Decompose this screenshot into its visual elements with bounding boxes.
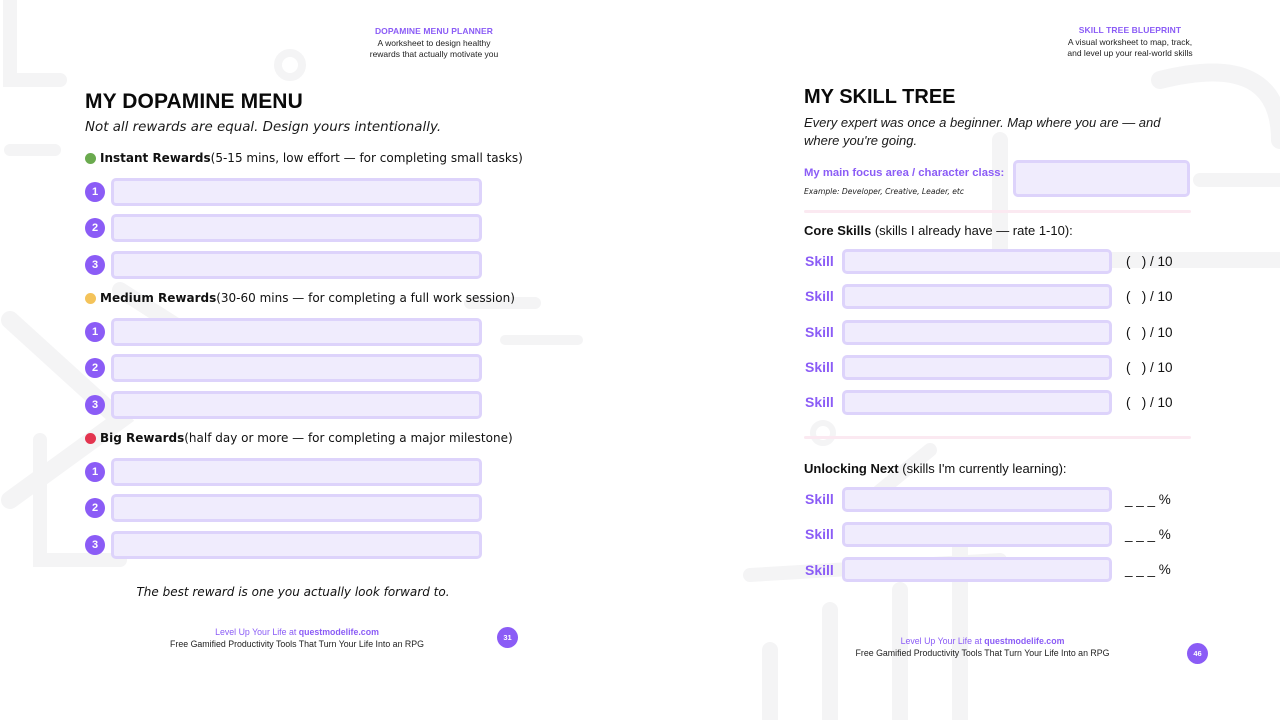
item-number-badge: 2	[85, 358, 105, 378]
yellow-dot-icon	[85, 293, 96, 304]
page-number-badge: 31	[497, 627, 518, 648]
core-skill-field-2[interactable]	[842, 284, 1112, 309]
closing-quote: The best reward is one you actually look forward to.	[136, 585, 450, 599]
skill-label: Skill	[805, 288, 834, 304]
page-title: MY DOPAMINE MENU	[85, 90, 303, 113]
medium-reward-field-2[interactable]	[111, 354, 482, 382]
footer-prefix: Level Up Your Life at	[215, 627, 299, 637]
page-footer	[140, 626, 454, 650]
instant-reward-field-3[interactable]	[111, 251, 482, 279]
section-instant-rewards	[85, 151, 523, 165]
page-header	[364, 26, 504, 61]
footer-link-line	[840, 635, 1125, 647]
item-number-badge: 3	[85, 395, 105, 415]
section-title: Medium Rewards	[100, 291, 217, 305]
skill-label: Skill	[805, 253, 834, 269]
item-number-badge: 1	[85, 462, 105, 482]
skill-progress: _ _ _ %	[1125, 562, 1171, 577]
instant-reward-field-1[interactable]	[111, 178, 482, 206]
section-detail: (5-15 mins, low effort — for completing small tasks)	[210, 151, 523, 165]
header-description: A worksheet to design healthy rewards that actually motivate you	[369, 38, 499, 60]
footer-link-line	[140, 626, 454, 638]
item-number-badge: 3	[85, 255, 105, 275]
page-number-badge: 46	[1187, 643, 1208, 664]
section-detail: (30-60 mins — for completing a full work session)	[216, 291, 515, 305]
skill-label: Skill	[805, 562, 834, 578]
skill-label: Skill	[805, 491, 834, 507]
skill-rating: ( ) / 10	[1126, 325, 1173, 340]
skill-rating: ( ) / 10	[1126, 254, 1173, 269]
footer-site-link[interactable]: questmodelife.com	[298, 627, 379, 637]
big-reward-field-1[interactable]	[111, 458, 482, 486]
green-dot-icon	[85, 153, 96, 164]
section-divider	[804, 436, 1191, 439]
medium-reward-field-1[interactable]	[111, 318, 482, 346]
medium-reward-field-3[interactable]	[111, 391, 482, 419]
item-number-badge: 1	[85, 182, 105, 202]
item-number-badge: 2	[85, 218, 105, 238]
header-description: A visual worksheet to map, track, and level up your real-world skills	[1067, 37, 1193, 59]
header-title: SKILL TREE BLUEPRINT	[1078, 25, 1182, 35]
page-title: MY SKILL TREE	[804, 86, 956, 108]
core-skill-field-1[interactable]	[842, 249, 1112, 274]
footer-tagline: Free Gamified Productivity Tools That Turn Your Life Into an RPG	[855, 648, 1110, 658]
footer-tagline: Free Gamified Productivity Tools That Turn Your Life Into an RPG	[170, 639, 424, 649]
section-big-rewards	[85, 431, 513, 445]
core-skills-heading	[804, 223, 1073, 238]
section-title: Instant Rewards	[100, 151, 211, 165]
section-detail: (skills I'm currently learning):	[898, 461, 1067, 476]
section-medium-rewards	[85, 291, 515, 305]
item-number-badge: 1	[85, 322, 105, 342]
big-reward-field-3[interactable]	[111, 531, 482, 559]
skill-label: Skill	[805, 394, 834, 410]
footer-site-link[interactable]: questmodelife.com	[984, 636, 1065, 646]
section-detail: (half day or more — for completing a major milestone)	[184, 431, 513, 445]
section-divider	[804, 210, 1191, 213]
page-footer	[840, 635, 1125, 659]
unlocking-next-heading	[804, 461, 1067, 476]
section-title: Unlocking Next	[804, 461, 899, 476]
red-dot-icon	[85, 433, 96, 444]
skill-rating: ( ) / 10	[1126, 360, 1173, 375]
core-skill-field-4[interactable]	[842, 355, 1112, 380]
focus-area-example: Example: Developer, Creative, Leader, etc	[804, 187, 965, 196]
page-subtitle: Not all rewards are equal. Design yours intentionally.	[85, 120, 442, 135]
section-detail: (skills I already have — rate 1-10):	[871, 223, 1073, 238]
skill-label: Skill	[805, 359, 834, 375]
core-skill-field-3[interactable]	[842, 320, 1112, 345]
skill-label: Skill	[805, 324, 834, 340]
big-reward-field-2[interactable]	[111, 494, 482, 522]
learning-skill-field-2[interactable]	[842, 522, 1112, 547]
skill-rating: ( ) / 10	[1126, 289, 1173, 304]
instant-reward-field-2[interactable]	[111, 214, 482, 242]
section-title: Big Rewards	[100, 431, 185, 445]
skill-rating: ( ) / 10	[1126, 395, 1173, 410]
skill-label: Skill	[805, 526, 834, 542]
page-subtitle: Every expert was once a beginner. Map where you are — and where you're going.	[804, 115, 1161, 148]
header-title: DOPAMINE MENU PLANNER	[374, 26, 494, 36]
item-number-badge: 2	[85, 498, 105, 518]
footer-prefix: Level Up Your Life at	[900, 636, 985, 646]
skill-tree-page	[640, 0, 1280, 720]
learning-skill-field-3[interactable]	[842, 557, 1112, 582]
learning-skill-field-1[interactable]	[842, 487, 1112, 512]
item-number-badge: 3	[85, 535, 105, 555]
page-header	[1060, 25, 1200, 60]
focus-area-label: My main focus area / character class:	[804, 167, 1005, 179]
focus-area-field[interactable]	[1013, 160, 1190, 197]
skill-progress: _ _ _ %	[1125, 492, 1171, 507]
skill-progress: _ _ _ %	[1125, 527, 1171, 542]
core-skill-field-5[interactable]	[842, 390, 1112, 415]
section-title: Core Skills	[804, 223, 872, 238]
